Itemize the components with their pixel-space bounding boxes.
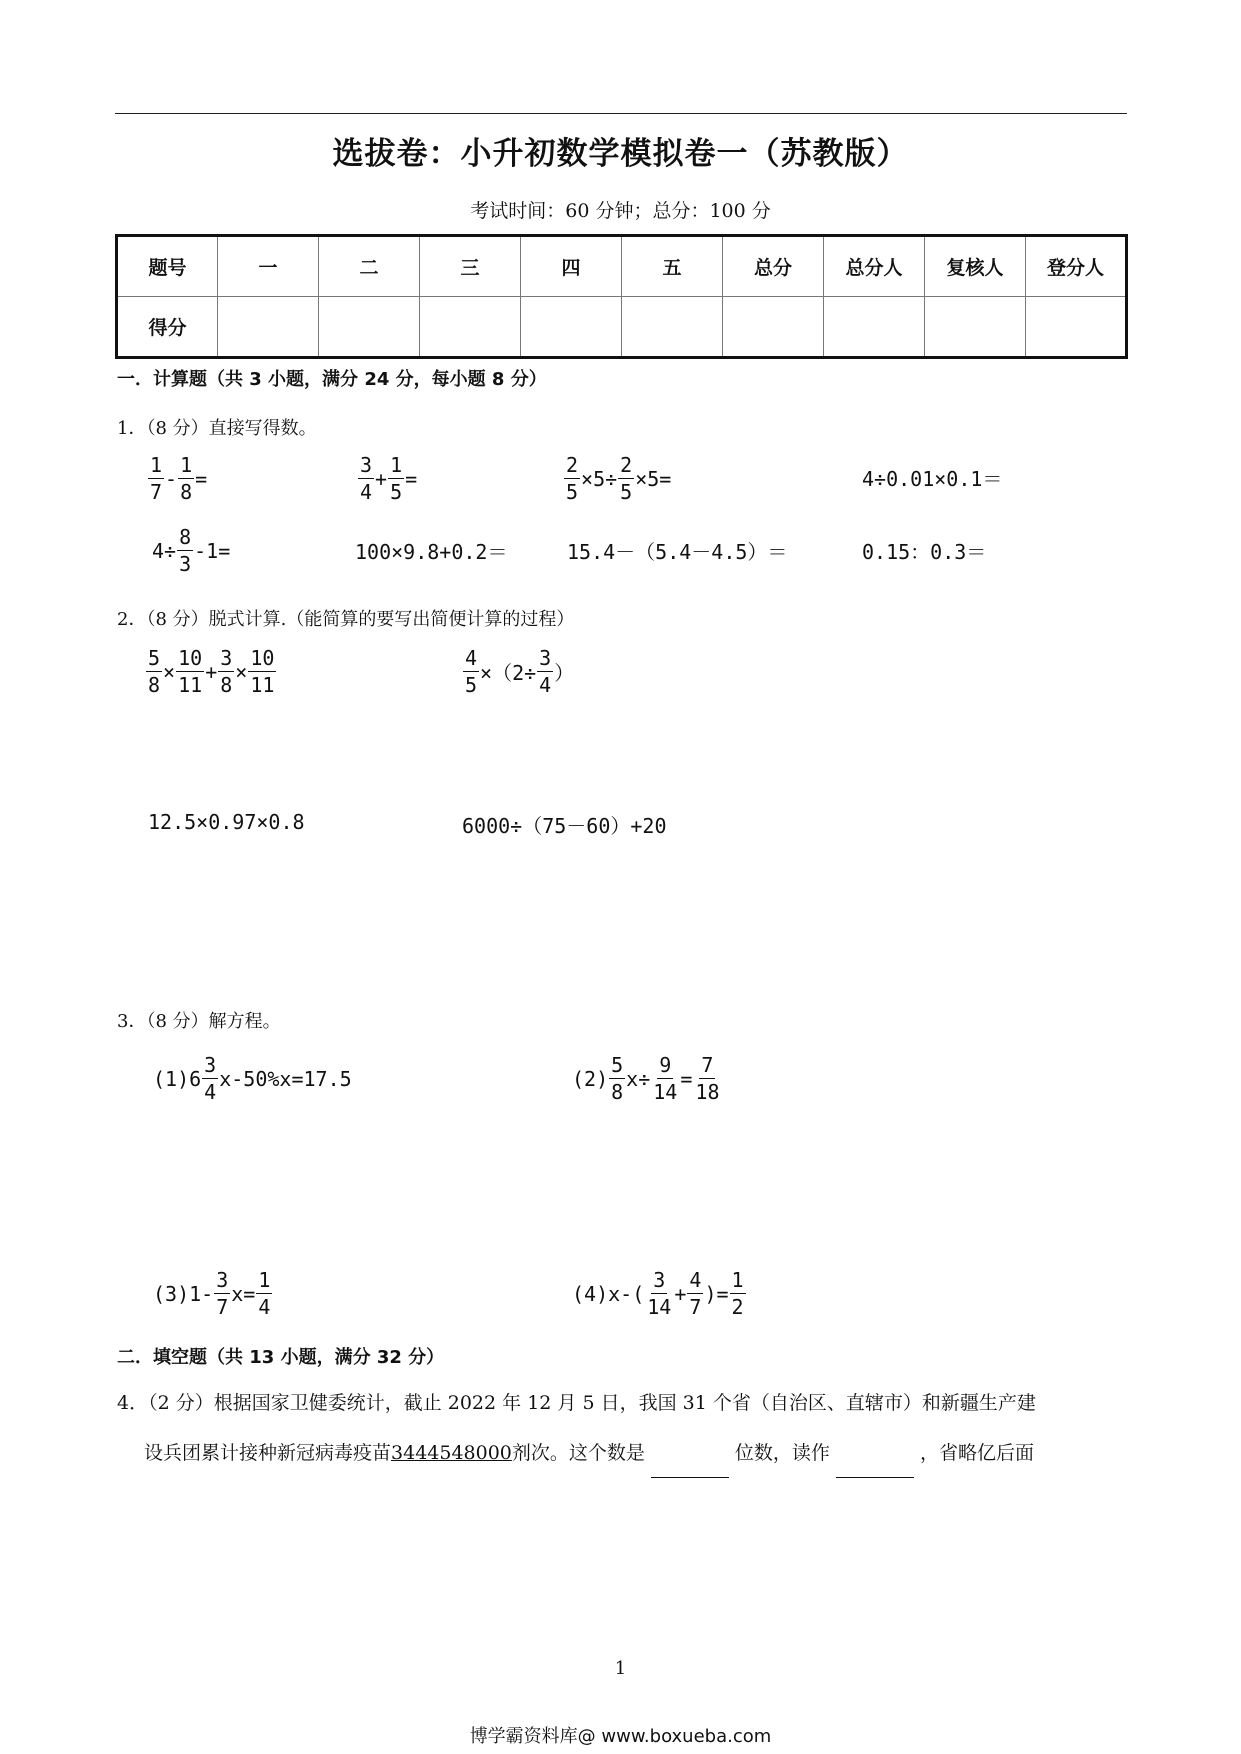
q1-expr-a: $\frac{1}{7}$ - $\frac{1}{8}$ =: [150, 453, 208, 504]
score-table: [115, 234, 1128, 359]
fraction: $\frac{8}{3}$: [179, 525, 192, 576]
q3-equation-1: (1)6 $\frac{3}{4}$ x-50%x=17.5: [153, 1053, 352, 1104]
score-cell[interactable]: [925, 297, 1026, 358]
fraction: $\frac{9}{14}$: [653, 1053, 678, 1104]
q2-expr-b: $\frac{4}{5}$ ×（2÷ $\frac{3}{4}$ ）: [465, 646, 575, 697]
page-number: 1: [614, 1658, 627, 1679]
footer-watermark: 博学霸资料库@ www.boxueba.com: [469, 1726, 772, 1747]
score-cell[interactable]: [1026, 297, 1127, 358]
q3-equation-4: (4)x-( $\frac{3}{14}$ + $\frac{4}{7}$ )= $\frac{1}{2}$: [572, 1268, 744, 1319]
fraction: $\frac{3}{8}$: [220, 646, 233, 697]
question-4: [117, 1378, 1132, 1478]
score-header-cell: 总分: [723, 236, 824, 297]
score-header-cell: 复核人: [925, 236, 1026, 297]
fraction: $\frac{3}{14}$: [647, 1268, 672, 1319]
score-cell[interactable]: [521, 297, 622, 358]
question-4-line-1: 4．（2 分）根据国家卫健委统计，截止 2022 年 12 月 5 日，我国 31 个省（自治区、直辖市）和新疆生产建: [117, 1392, 1036, 1414]
q1-expr-e: 4÷ $\frac{8}{3}$ -1=: [152, 525, 231, 576]
q1-expr-b: $\frac{3}{4}$ + $\frac{1}{5}$ =: [360, 453, 418, 504]
q1-expr-h: 0.15：0.3＝: [862, 540, 987, 564]
q3-equation-2: (2) $\frac{5}{8}$ x÷ $\frac{9}{14}$ = $\frac{7}{18}$: [572, 1053, 720, 1104]
question-3-label: 3．（8 分）解方程。: [117, 1011, 281, 1032]
fraction: $\frac{5}{8}$: [148, 646, 161, 697]
fraction: $\frac{5}{8}$: [611, 1053, 624, 1104]
score-cell[interactable]: [319, 297, 420, 358]
fraction: $\frac{3}{7}$: [216, 1268, 229, 1319]
score-header-cell: 题号: [117, 236, 218, 297]
fraction: $\frac{10}{11}$: [178, 646, 203, 697]
score-table-score-row: [117, 297, 1127, 358]
q1-expr-d: 4÷0.01×0.1＝: [862, 467, 1003, 491]
fraction: $\frac{2}{5}$: [620, 453, 633, 504]
q1-expr-f: 100×9.8+0.2＝: [355, 540, 508, 564]
section-1-heading: 一．计算题（共 3 小题，满分 24 分，每小题 8 分）: [117, 369, 547, 390]
fraction: $\frac{2}{5}$: [566, 453, 579, 504]
q2-expr-d: 6000÷（75－60）+20: [462, 814, 667, 838]
answer-blank[interactable]: [651, 1455, 729, 1478]
page-title: 选拔卷：小升初数学模拟卷一（苏教版）: [332, 136, 909, 172]
score-header-cell: 三: [420, 236, 521, 297]
q3-equation-3: (3)1- $\frac{3}{7}$ x= $\frac{1}{4}$: [153, 1268, 271, 1319]
question-1-label: 1．（8 分）直接写得数。: [117, 418, 317, 439]
score-row-label: 得分: [117, 297, 218, 358]
fraction: $\frac{10}{11}$: [250, 646, 275, 697]
score-header-cell: 二: [319, 236, 420, 297]
answer-blank[interactable]: [836, 1455, 914, 1478]
score-cell[interactable]: [723, 297, 824, 358]
fraction: $\frac{4}{7}$: [689, 1268, 702, 1319]
score-header-cell: 四: [521, 236, 622, 297]
fraction: $\frac{1}{4}$: [258, 1268, 271, 1319]
fraction: $\frac{7}{18}$: [695, 1053, 720, 1104]
fraction: $\frac{1}{7}$: [150, 453, 163, 504]
question-4-line-2: 设兵团累计接种新冠病毒疫苗3444548000剂次。这个数是 位数，读作 ，省略亿后面: [117, 1428, 1132, 1478]
fraction: $\frac{3}{4}$: [539, 646, 552, 697]
question-2-label: 2．（8 分）脱式计算.（能简算的要写出简便计算的过程）: [117, 609, 575, 630]
fraction: $\frac{4}{5}$: [465, 646, 478, 697]
score-cell[interactable]: [420, 297, 521, 358]
section-2-heading: 二．填空题（共 13 小题，满分 32 分）: [117, 1347, 445, 1368]
q1-expr-g: 15.4－（5.4－4.5）＝: [567, 540, 788, 564]
fraction: $\frac{1}{5}$: [390, 453, 403, 504]
q2-expr-a: $\frac{5}{8}$ × $\frac{10}{11}$ + $\frac{3}{8}$ × $\frac{10}{11}$: [148, 646, 275, 697]
score-cell[interactable]: [622, 297, 723, 358]
q2-expr-c: 12.5×0.97×0.8: [148, 810, 305, 834]
score-header-cell: 一: [218, 236, 319, 297]
vaccine-dose-number: 3444548000: [391, 1442, 512, 1464]
score-cell[interactable]: [218, 297, 319, 358]
score-cell[interactable]: [824, 297, 925, 358]
score-table-header-row: [117, 236, 1127, 297]
score-header-cell: 登分人: [1026, 236, 1127, 297]
fraction: $\frac{1}{2}$: [731, 1268, 744, 1319]
score-header-cell: 五: [622, 236, 723, 297]
q1-expr-c: $\frac{2}{5}$ ×5÷ $\frac{2}{5}$ ×5=: [566, 453, 672, 504]
fraction: $\frac{3}{4}$: [360, 453, 373, 504]
fraction: $\frac{3}{4}$: [204, 1053, 217, 1104]
exam-info: 考试时间：60 分钟；总分：100 分: [470, 200, 771, 222]
fraction: $\frac{1}{8}$: [180, 453, 193, 504]
header-rule: [115, 113, 1127, 114]
score-header-cell: 总分人: [824, 236, 925, 297]
